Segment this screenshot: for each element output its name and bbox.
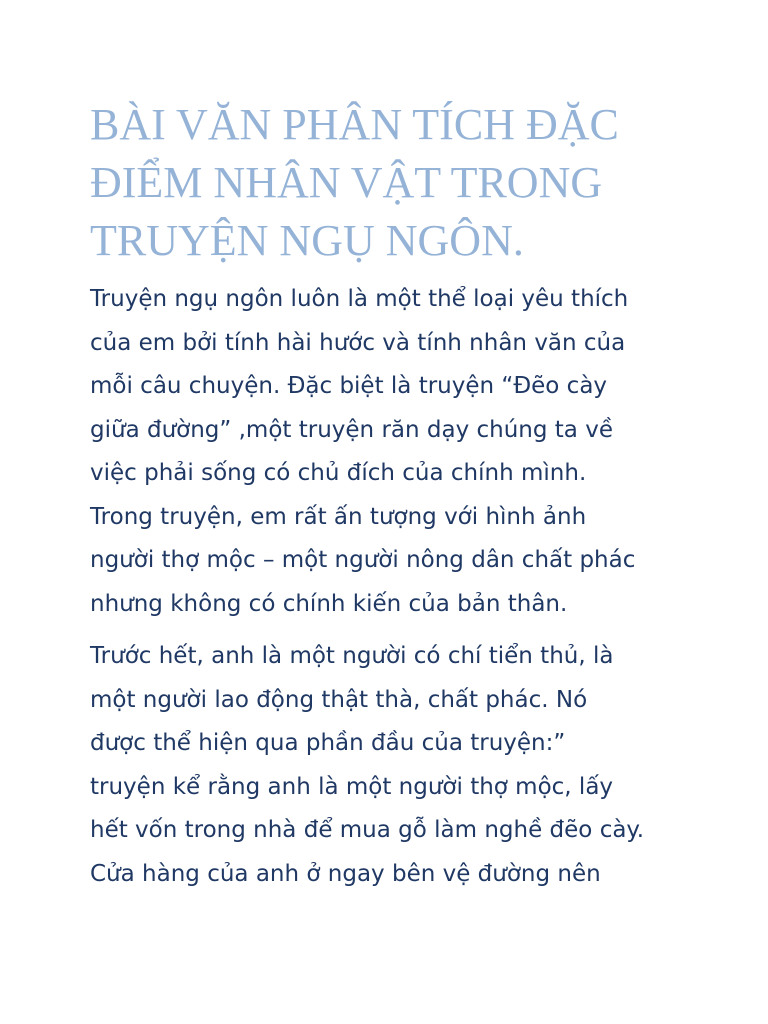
title-line: BÀI VĂN PHÂN TÍCH ĐẶC — [90, 100, 619, 149]
paragraph-intro — [90, 278, 672, 626]
title-line: ĐIỂM NHÂN VẬT TRONG — [90, 158, 603, 207]
paragraph-line: giữa đường” ,một truyện răn dạy chúng ta về — [90, 416, 613, 443]
paragraph-line: Truyện ngụ ngôn luôn là một thể loại yêu thích — [90, 286, 629, 312]
paragraph-line: hết vốn trong nhà để mua gỗ làm nghề đẽo cày. — [90, 817, 645, 843]
paragraph-analysis — [90, 635, 672, 896]
title-line: TRUYỆN NGỤ NGÔN. — [90, 216, 524, 265]
paragraph-line: một người lao động thật thà, chất phác. Nó — [90, 686, 588, 713]
paragraph-line: truyện kể rằng anh là một người thợ mộc, lấy — [90, 773, 614, 800]
paragraph-line: Trong truyện, em rất ấn tượng với hình ảnh — [90, 503, 587, 530]
paragraph-line: Cửa hàng của anh ở ngay bên vệ đường nên — [90, 860, 601, 887]
paragraph-line: được thể hiện qua phần đầu của truyện:” — [90, 730, 566, 756]
paragraph-line: Trước hết, anh là một người có chí tiển thủ, là — [90, 643, 614, 669]
document-title — [90, 96, 672, 270]
document-body — [90, 278, 672, 896]
paragraph-line: người thợ mộc – một người nông dân chất phác — [90, 547, 636, 573]
paragraph-line: mỗi câu chuyện. Đặc biệt là truyện “Đẽo cày — [90, 373, 608, 399]
paragraph-line: của em bởi tính hài hước và tính nhân văn của — [90, 329, 626, 356]
paragraph-line: nhưng không có chính kiến của bản thân. — [90, 590, 568, 617]
document-page — [0, 96, 768, 1024]
paragraph-line: việc phải sống có chủ đích của chính mình. — [90, 460, 587, 486]
